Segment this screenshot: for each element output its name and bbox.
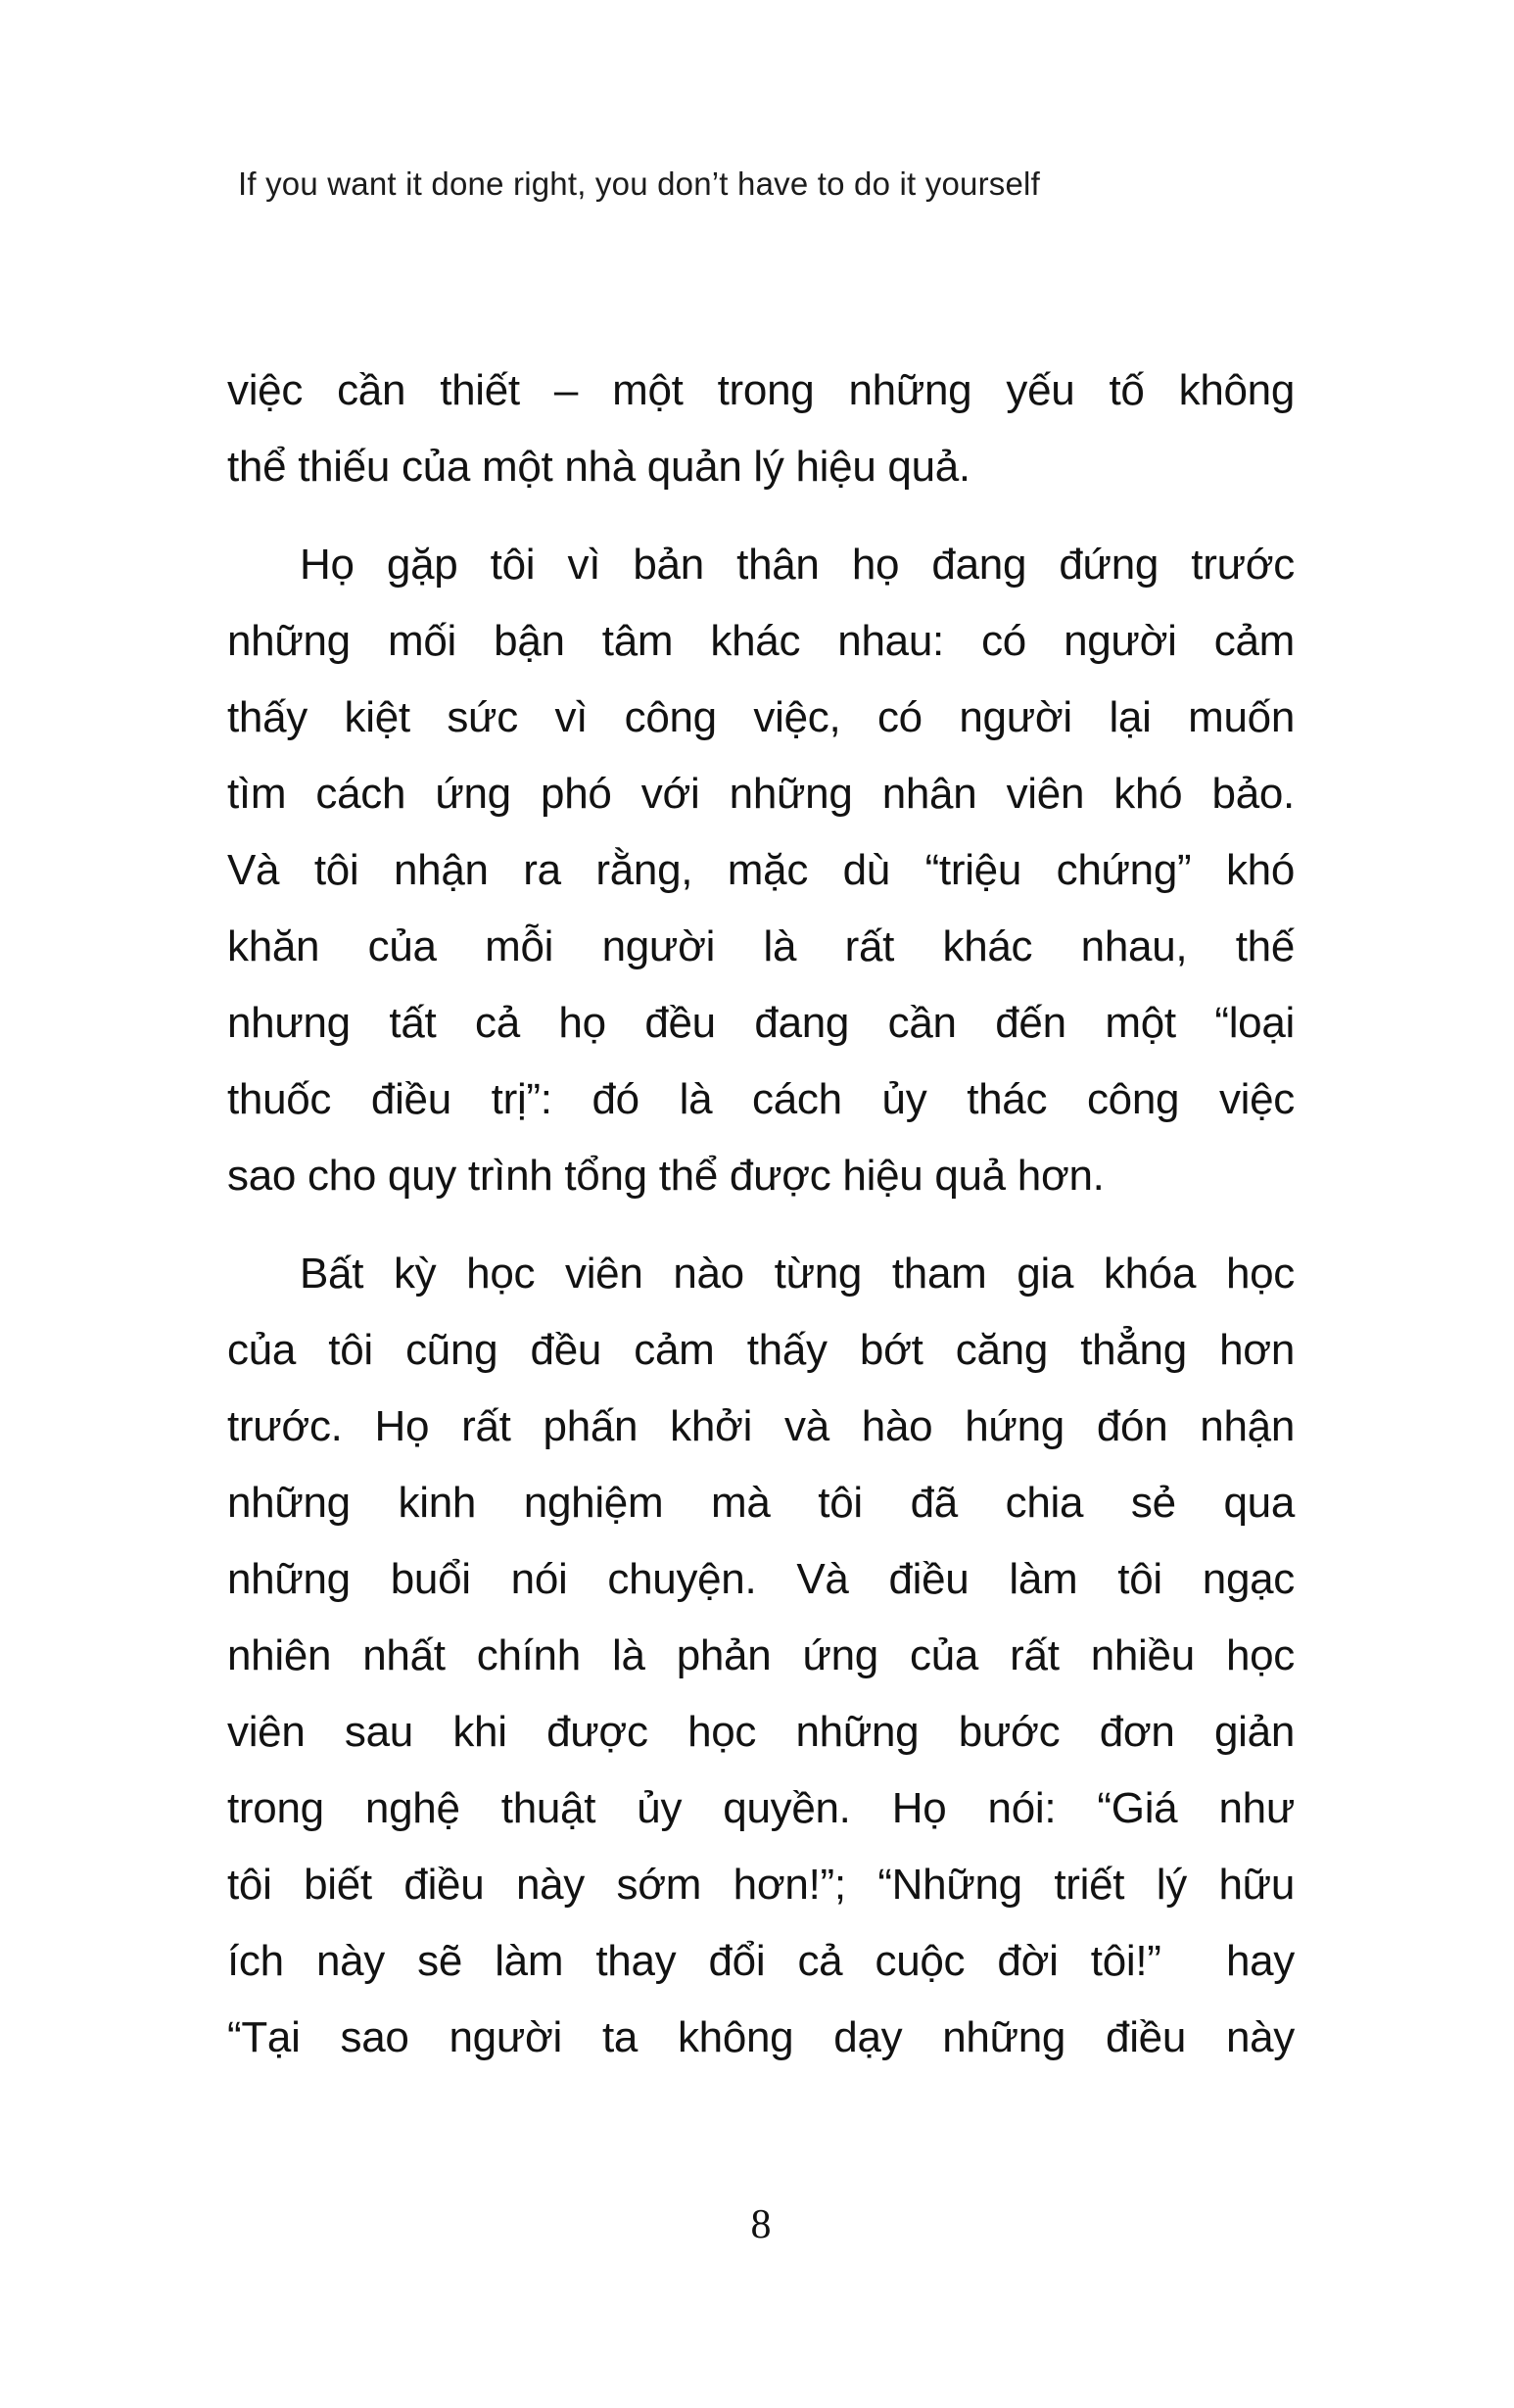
text-line: Họ gặp tôi vì bản thân họ đang đứng trước [300, 541, 1295, 589]
text-line: “Tại sao người ta không dạy những điều này [227, 2013, 1295, 2061]
text-line: ích này sẽ làm thay đổi cả cuộc đời tôi!” hay [227, 1937, 1295, 1985]
text-line: tìm cách ứng phó với những nhân viên khó bảo. [227, 770, 1295, 818]
text-line: tôi biết điều này sớm hơn!”; “Những triết lý hữu [227, 1861, 1295, 1909]
paragraph [227, 527, 1295, 1214]
text-line: khăn của mỗi người là rất khác nhau, thế [227, 922, 1295, 970]
text-line: của tôi cũng đều cảm thấy bớt căng thẳng hơn [227, 1326, 1295, 1374]
text-line: thuốc điều trị”: đó là cách ủy thác công việc [227, 1075, 1295, 1123]
body-text [227, 353, 1295, 2076]
text-line: những mối bận tâm khác nhau: có người cảm [227, 617, 1295, 665]
text-line: việc cần thiết – một trong những yếu tố không [227, 366, 1295, 414]
text-line: Bất kỳ học viên nào từng tham gia khóa học [300, 1250, 1295, 1298]
text-line: những kinh nghiệm mà tôi đã chia sẻ qua [227, 1479, 1295, 1527]
text-line: trước. Họ rất phấn khởi và hào hứng đón nhận [227, 1402, 1295, 1450]
text-line: trong nghệ thuật ủy quyền. Họ nói: “Giá như [227, 1784, 1295, 1832]
text-line: Và tôi nhận ra rằng, mặc dù “triệu chứng” khó [227, 846, 1295, 894]
text-line: thấy kiệt sức vì công việc, có người lại muốn [227, 693, 1295, 741]
text-line: viên sau khi được học những bước đơn giản [227, 1708, 1295, 1756]
paragraph [227, 1236, 1295, 2076]
page-number: 8 [750, 2202, 772, 2247]
running-header: If you want it done right, you don’t have to do it yourself [238, 165, 1040, 202]
text-line: thể thiếu của một nhà quản lý hiệu quả. [227, 443, 970, 491]
text-line: nhiên nhất chính là phản ứng của rất nhiều học [227, 1631, 1295, 1679]
text-line: nhưng tất cả họ đều đang cần đến một “loại [227, 999, 1295, 1047]
paragraph [227, 353, 1295, 505]
text-line: sao cho quy trình tổng thể được hiệu quả hơn. [227, 1152, 1105, 1200]
text-line: những buổi nói chuyện. Và điều làm tôi ngạc [227, 1555, 1295, 1603]
